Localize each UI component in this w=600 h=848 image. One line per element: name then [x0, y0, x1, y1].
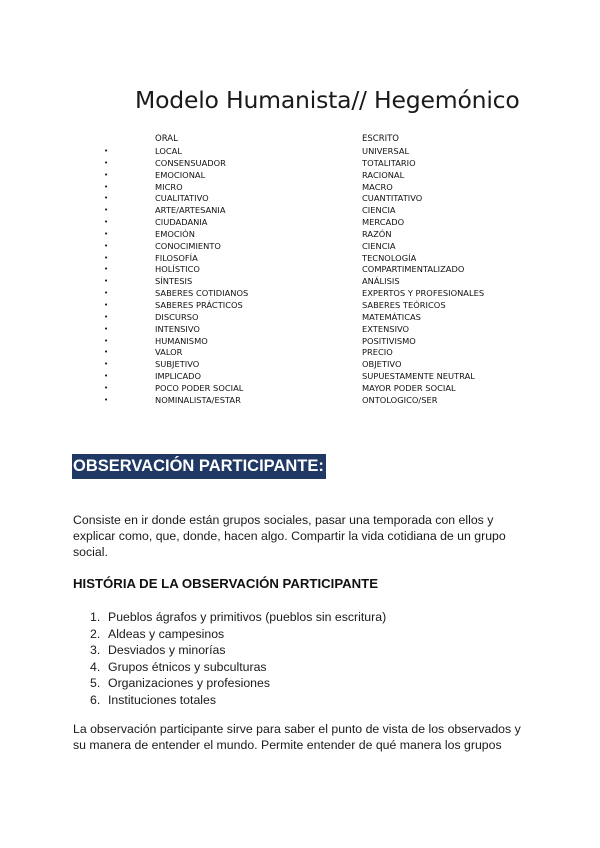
list-item	[90, 659, 386, 676]
row-left-term: LOCAL	[155, 146, 182, 156]
comparison-row	[0, 288, 600, 300]
comparison-row	[0, 170, 600, 182]
row-right-term: EXTENSIVO	[362, 323, 410, 334]
row-right-term: SUPUESTAMENTE NEUTRAL	[362, 371, 475, 382]
row-right-term: RAZÓN	[362, 228, 392, 239]
list-item-number: 5.	[90, 676, 101, 690]
list-item	[90, 626, 386, 643]
list-item-text: Instituciones totales	[108, 692, 217, 707]
comparison-row	[0, 371, 600, 383]
row-right-term: TECNOLOGÍA	[362, 252, 417, 263]
row-left-term: POCO PODER SOCIAL	[155, 382, 244, 393]
bullet-icon: •	[104, 383, 109, 392]
bullet-icon: •	[104, 289, 109, 298]
bullet-icon: •	[104, 147, 109, 155]
row-right-term: COMPARTIMENTALIZADO	[362, 264, 465, 275]
paragraph-definition: Consiste en ir donde están grupos sociales, pasar una temporada con ellos y explicar como, que, donde, hacen algo. Compartir la vida cotidiana de un grupo social.	[73, 513, 506, 560]
list-item-number: 4.	[90, 659, 101, 674]
list-item-text: Grupos étnicos y subculturas	[108, 659, 267, 674]
row-left-term: EMOCIONAL	[155, 169, 206, 180]
row-left-term: MICRO	[155, 181, 183, 192]
list-item-text: Desviados y minorías	[108, 643, 226, 657]
list-item-text: Aldeas y campesinos	[108, 626, 225, 641]
list-item-number: 3.	[90, 643, 101, 657]
row-left-term: SABERES COTIDIANOS	[155, 288, 249, 299]
bullet-icon: •	[104, 229, 109, 238]
row-left-term: IMPLICADO	[155, 371, 202, 382]
history-list	[90, 609, 386, 708]
comparison-row	[0, 383, 600, 395]
comparison-row	[0, 217, 600, 229]
row-right-term: MAYOR PODER SOCIAL	[362, 382, 456, 393]
comparison-row	[0, 359, 600, 371]
bullet-icon: •	[104, 158, 109, 167]
row-left-term: CIUDADANIA	[155, 217, 208, 228]
row-left-term: FILOSOFÍA	[155, 252, 198, 263]
comparison-row	[0, 264, 600, 276]
bullet-icon: •	[104, 265, 109, 274]
comparison-row	[0, 395, 600, 407]
comparison-row	[0, 146, 600, 158]
bullet-icon: •	[104, 277, 109, 286]
bullet-icon: •	[104, 372, 109, 381]
comparison-row	[0, 182, 600, 194]
bullet-icon: •	[104, 206, 109, 215]
row-left-term: SUBJETIVO	[155, 359, 200, 370]
row-left-term: CONOCIMIENTO	[155, 240, 221, 251]
row-left-term: CONSENSUADOR	[155, 157, 226, 168]
bullet-icon: •	[104, 218, 109, 227]
row-right-term: CIENCIA	[362, 205, 396, 216]
bullet-icon: •	[104, 324, 109, 333]
row-left-term: VALOR	[155, 347, 183, 358]
comparison-row	[0, 205, 600, 217]
bullet-icon: •	[104, 336, 109, 345]
row-right-term: OBJETIVO	[362, 359, 402, 370]
row-left-term: SÍNTESIS	[155, 276, 193, 287]
row-right-term: MERCADO	[362, 217, 405, 228]
row-right-term: SABERES TEÓRICOS	[362, 299, 446, 310]
row-right-term: POSITIVISMO	[362, 335, 416, 346]
row-right-term: MACRO	[362, 181, 393, 192]
section-heading: OBSERVACIÓN PARTICIPANTE:	[72, 454, 326, 479]
bullet-icon: •	[104, 348, 109, 357]
comparison-row	[0, 300, 600, 312]
paragraph-purpose: La observación participante sirve para saber el punto de vista de los observados y su manera de entender el mundo. Permite entender de qué manera los grupos	[73, 722, 521, 753]
row-left-term: DISCURSO	[155, 311, 199, 322]
comparison-row	[0, 241, 600, 253]
row-left-term: SABERES PRÁCTICOS	[155, 299, 243, 310]
list-item	[90, 692, 386, 709]
row-right-term: MATEMÁTICAS	[362, 311, 421, 322]
bullet-icon: •	[104, 300, 109, 309]
bullet-icon: •	[104, 182, 109, 191]
bullet-icon: •	[104, 170, 109, 179]
list-item-text: Pueblos ágrafos y primitivos (pueblos sin escritura)	[108, 610, 387, 624]
row-right-term: TOTALITARIO	[362, 157, 416, 168]
row-right-term: ANÁLISIS	[362, 276, 400, 287]
document-title: Modelo Humanista// Hegemónico	[135, 86, 520, 114]
comparison-row	[0, 193, 600, 205]
row-left-term: HOLÍSTICO	[155, 264, 200, 275]
bullet-icon: •	[104, 253, 109, 262]
row-left-term: EMOCIÓN	[155, 228, 195, 239]
list-item	[90, 675, 386, 692]
bullet-icon: •	[104, 312, 109, 321]
list-item	[90, 609, 386, 626]
comparison-row	[0, 336, 600, 348]
row-right-term: RACIONAL	[362, 169, 405, 180]
bullet-icon: •	[104, 360, 109, 369]
row-left-term: NOMINALISTA/ESTAR	[155, 394, 241, 405]
bullet-icon: •	[104, 395, 109, 404]
comparison-row	[0, 229, 600, 241]
list-item	[90, 642, 386, 659]
comparison-row	[0, 312, 600, 324]
right-column-header: ESCRITO	[362, 134, 399, 144]
comparison-row	[0, 253, 600, 265]
comparison-row	[0, 158, 600, 170]
list-item-number: 6.	[90, 692, 101, 707]
list-item-number: 1.	[90, 610, 101, 624]
row-left-term: HUMANISMO	[155, 335, 208, 346]
row-right-term: CIENCIA	[362, 240, 396, 251]
left-column-header: ORAL	[155, 134, 178, 144]
row-right-term: PRECIO	[362, 347, 393, 358]
row-right-term: UNIVERSAL	[362, 146, 410, 156]
sub-heading: HISTÓRIA DE LA OBSERVACIÓN PARTICIPANTE	[73, 576, 379, 591]
row-right-term: ONTOLOGICO/SER	[362, 394, 438, 405]
comparison-row	[0, 324, 600, 336]
list-item-text: Organizaciones y profesiones	[108, 676, 270, 690]
list-item-number: 2.	[90, 626, 101, 641]
row-left-term: CUALITATIVO	[155, 193, 209, 204]
row-left-term: INTENSIVO	[155, 323, 200, 334]
row-right-term: CUANTITATIVO	[362, 193, 423, 204]
row-right-term: EXPERTOS Y PROFESIONALES	[362, 288, 485, 299]
comparison-row	[0, 347, 600, 359]
bullet-icon: •	[104, 241, 109, 250]
comparison-row	[0, 276, 600, 288]
row-left-term: ARTE/ARTESANIA	[155, 205, 226, 216]
bullet-icon: •	[104, 194, 109, 203]
comparison-list	[0, 146, 600, 407]
